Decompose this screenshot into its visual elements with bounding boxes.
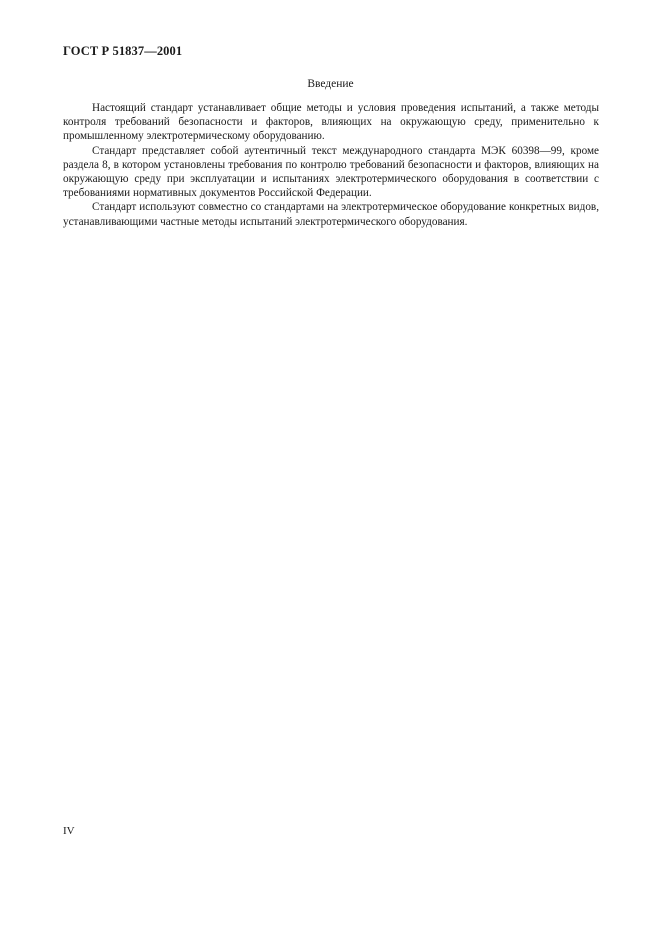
paragraph: Стандарт используют совместно со стандартами на электротермическое оборудование конкретных видов, устанавливающими частные методы испытаний электротермического оборудования. [63,201,599,228]
page-number: IV [63,825,75,837]
document-body [63,101,599,229]
section-title: Введение [307,78,354,90]
paragraph: Стандарт представляет собой аутентичный текст международного стандарта МЭК 60398—99, кроме раздела 8, в котором установлены требования по контролю требований безопасности и факторов, влияющих на окружающую среду при эксплуатации и испытаниях электротермического оборудования в соответствии с требованиями нормативных документов Российской Федерации. [63,144,599,200]
paragraph: Настоящий стандарт устанавливает общие методы и условия проведения испытаний, а также методы контроля требований безопасности и факторов, влияющих на окружающую среду, применительно к промышленному электротермическому оборудованию. [63,102,599,143]
document-header: ГОСТ Р 51837—2001 [63,44,183,58]
